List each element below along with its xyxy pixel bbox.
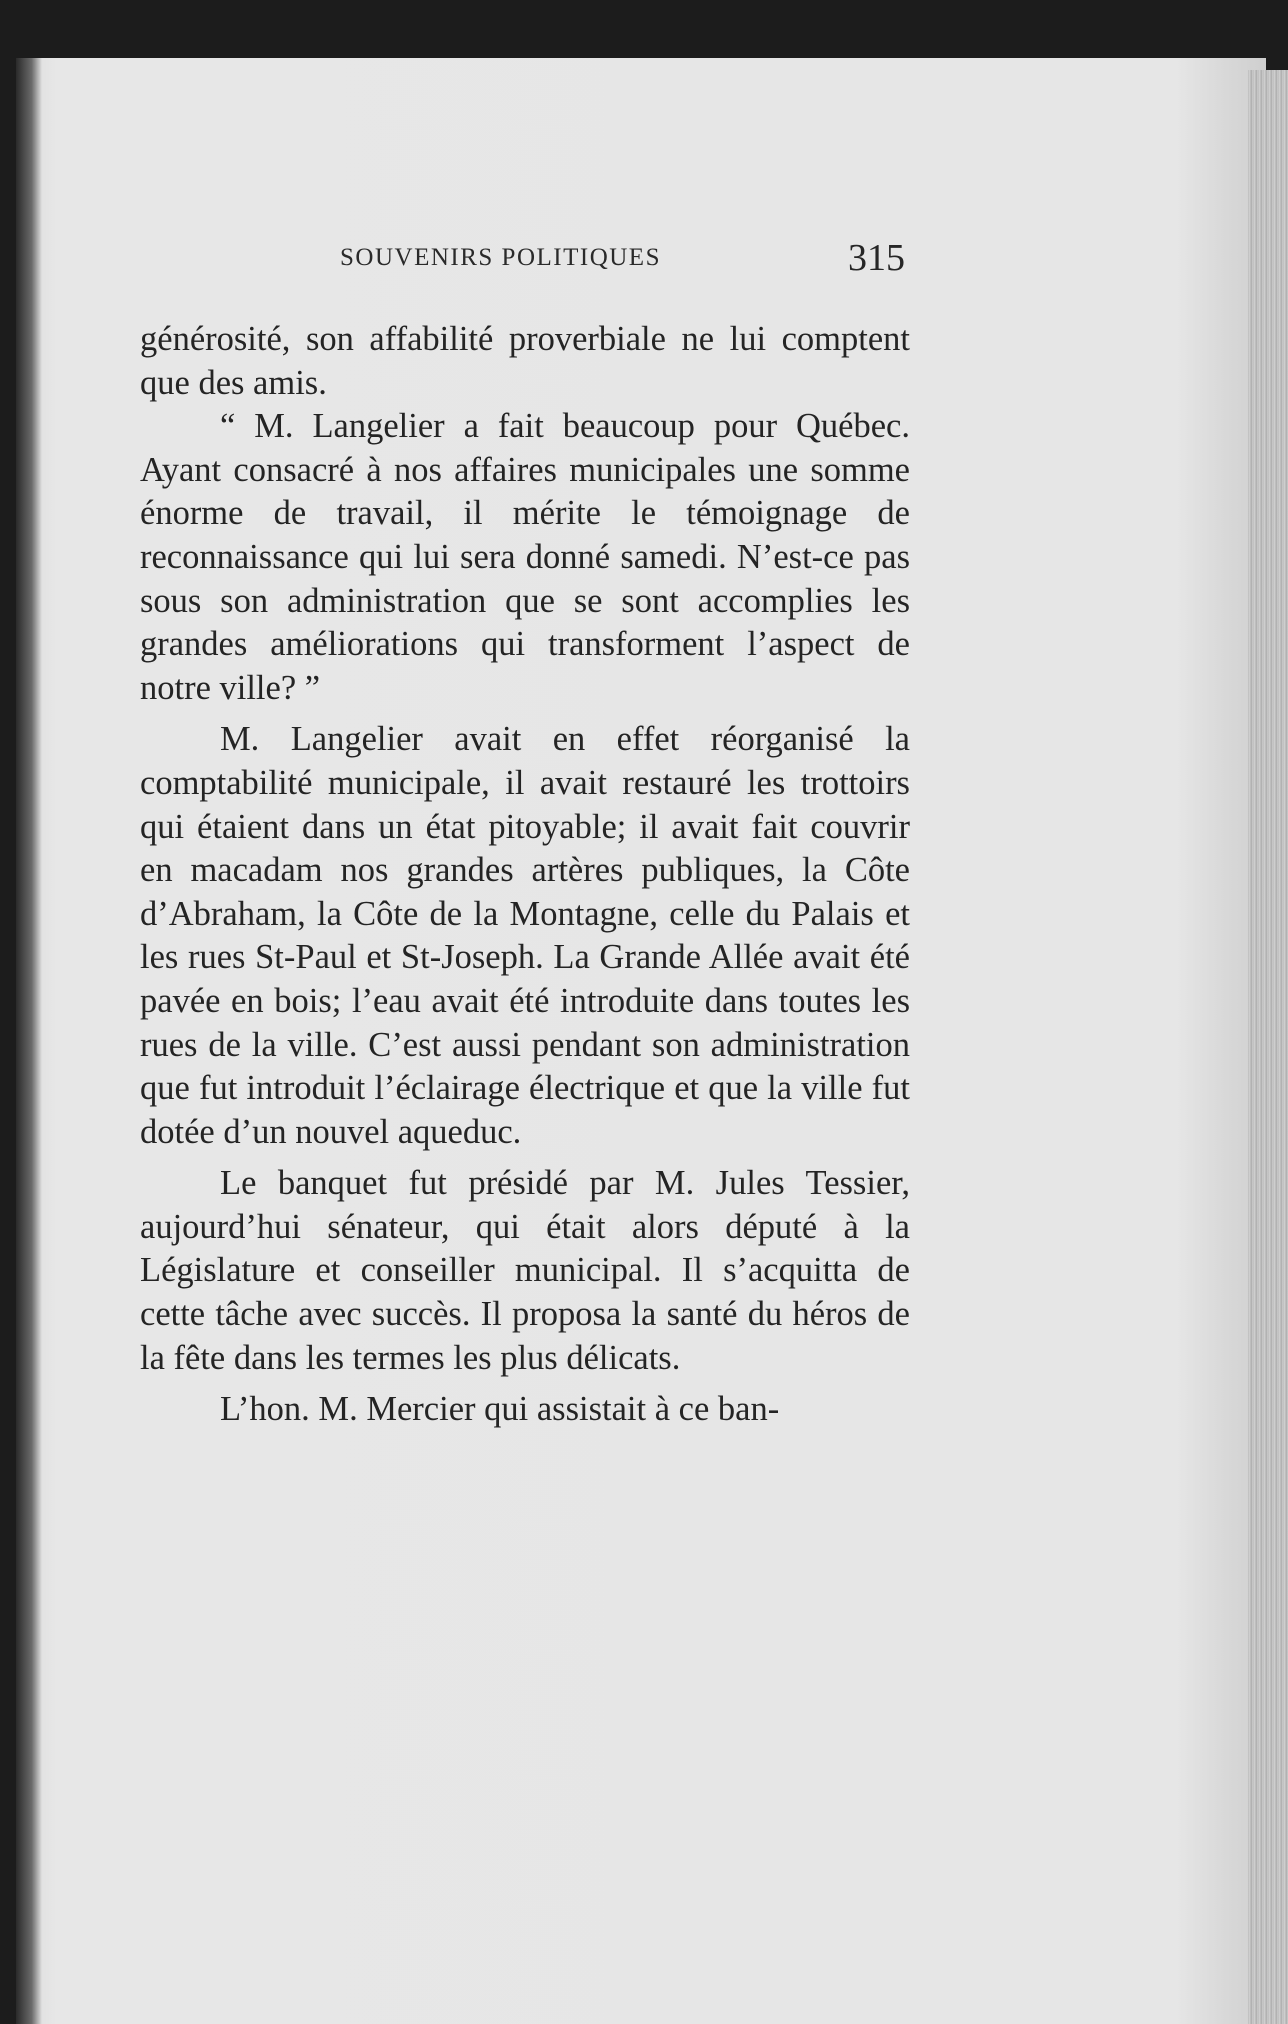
paragraph: M. Langelier avait en effet réorganisé la comptabilité municipale, il avait restauré les trottoirs qui étaient dans un état pitoyable; il avait fait couvrir en macadam nos grandes artères publiques, la Côte d’Abraham, la Côte de la Montagne, celle du Palais et les rues St-Paul et St-Joseph. La Grande Allée avait été pavée en bois; l’eau avait été introduite dans toutes les rues de la ville. C’est aussi pendant son administration que fut introduit l’éclairage électrique et que la ville fut dotée d’un nouvel aqueduc. — [140, 720, 910, 1151]
page-number: 315 — [848, 237, 905, 279]
paragraph: L’hon. M. Mercier qui assistait à ce ban- — [220, 1390, 780, 1429]
paragraph: Le banquet fut présidé par M. Jules Tessier, aujourd’hui sénateur, qui était alors député à la Législature et conseiller municipal. Il s’acquitta de cette tâche avec succès. Il proposa la santé du héros de la fête dans les termes les plus délicats. — [140, 1164, 910, 1377]
paragraph: “ M. Langelier a fait beaucoup pour Québec. Ayant consacré à nos affaires municipales une somme énorme de travail, il mérite le témoignage de reconnaissance qui lui sera donné samedi. N’est-ce pas sous son administration que se sont accomplies les grandes améliorations qui transforment l’aspect de notre ville? ” — [140, 407, 910, 707]
page-edges — [1248, 70, 1288, 2024]
spine-shadow — [16, 58, 42, 2024]
body-text — [140, 318, 910, 1432]
paragraph: générosité, son affabilité proverbiale ne lui comptent que des amis. — [140, 320, 910, 402]
running-head: SOUVENIRS POLITIQUES — [340, 244, 661, 271]
page-header — [0, 236, 1288, 296]
